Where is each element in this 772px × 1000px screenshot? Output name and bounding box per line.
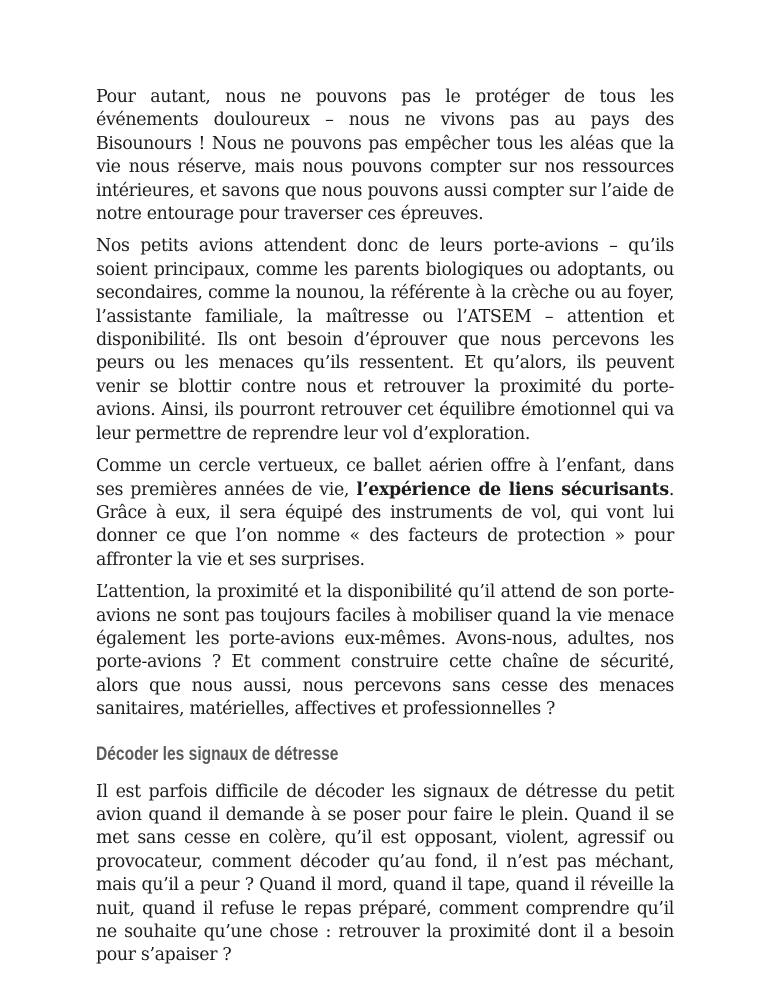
paragraph-cercle-vertueux: [96, 455, 674, 572]
section-heading: Décoder les signaux de détresse: [96, 743, 339, 765]
paragraph-porte-avions: Nos petits avions attendent donc de leurs porte-avions – qu’ils soient principaux, comme les parents biologiques ou adoptants, ou secondaires, comme la nounou, la référente à la crèche ou au foyer, l’assistante familiale, la maîtresse ou l’ATSEM – attention et disponibilité. Ils ont besoin d’éprouver que nous percevons les peurs ou les menaces qu’ils ressentent. Et qu’alors, ils peuvent venir se blottir contre nous et retrouver la proximité du porte-avions. Ainsi, ils pourront retrouver cet équilibre émotionnel qui va leur permettre de reprendre leur vol d’exploration.: [96, 236, 674, 444]
document-page: [96, 86, 674, 968]
paragraph-protection: Pour autant, nous ne pouvons pas le protéger de tous les événements douloureux – nous ne vivons pas au pays des Bisounours ! Nous ne pouvons pas empêcher tous les aléas que la vie nous réserve, mais nous pouvons compter sur nos ressources intérieures, et savons que nous pouvons aussi compter sur l’aide de notre entourage pour traverser ces épreuves.: [96, 87, 674, 225]
paragraph-signaux: Il est parfois difficile de décoder les signaux de détresse du petit avion quand il demande à se poser pour faire le plein. Quand il se met sans cesse en colère, qu’il est opposant, violent, agressif ou provocateur, comment décoder qu’au fond, il n’est pas méchant, mais qu’il a peur ? Quand il mord, quand il tape, quand il réveille la nuit, quand il refuse le repas préparé, comment comprendre qu’il ne souhaite qu’une chose : retrouver la proximité dont il a besoin pour s’apaiser ?: [96, 781, 674, 966]
paragraph-cercle-vertueux-end: . Grâce à eux, il sera équipé des instruments de vol, qui vont lui donner ce que l’on nomme « des facteurs de protection » pour affronter la vie et ses surprises.: [96, 479, 674, 570]
paragraph-cercle-vertueux-start: Comme un cercle vertueux, ce ballet aérien offre à l’enfant, dans ses premières années de vie,: [96, 456, 674, 500]
paragraph-disponibilite: L’attention, la proximité et la disponibilité qu’il attend de son porte-avions ne sont pas toujours faciles à mobiliser quand la vie menace également les porte-avions eux-mêmes. Avons-nous, adultes, nos porte-avions ? Et comment construire cette chaîne de sécurité, alors que nous aussi, nous percevons sans cesse des menaces sanitaires, matérielles, affectives et professionnelles ?: [96, 582, 674, 720]
emphasis-liens-securisants: l’expérience de liens sécurisants: [356, 479, 669, 500]
